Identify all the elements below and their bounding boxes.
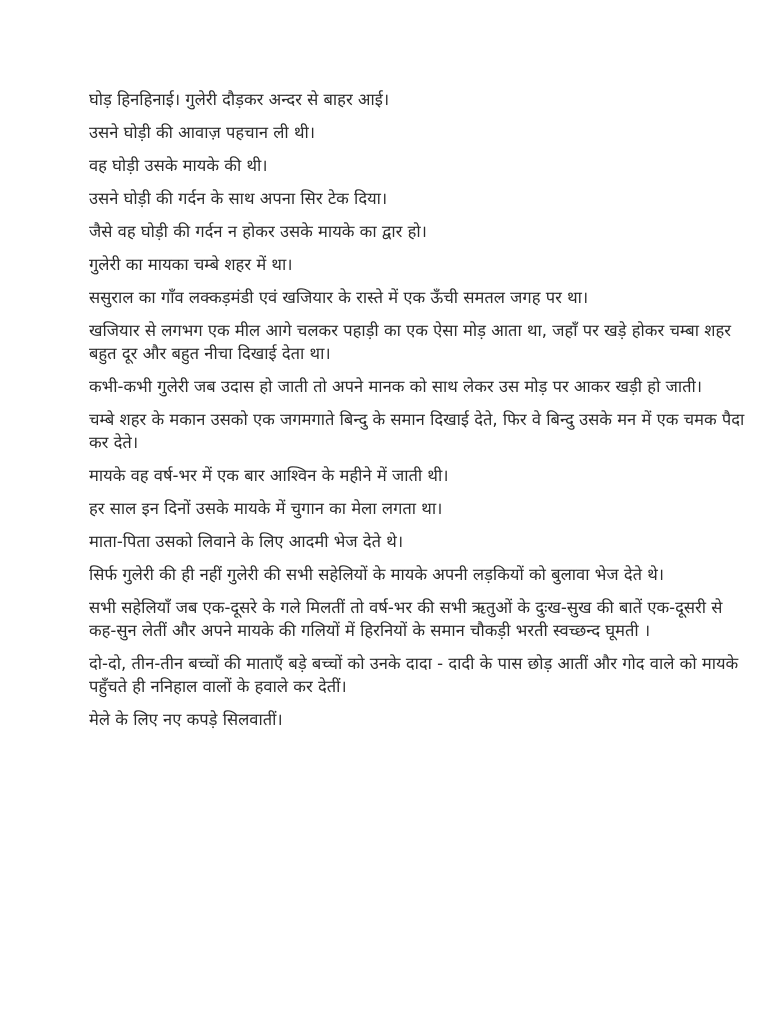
document-body [89,88,749,741]
paragraph-7: ससुराल का गाँव लक्कड़मंडी एवं खजियार के रास्ते में एक ऊँची समतल जगह पर था। [89,288,589,307]
paragraph-16: दो-दो, तीन-तीन बच्चों की माताएँ बड़े बच्चों को उनके दादा - दादी के पास छोड़ आतीं और गोद वाले को मायके पहुँचते ही ननिहाल वालों के हवाले कर देतीं। [89,654,739,696]
paragraph-14: सिर्फ गुलेरी की ही नहीं गुलेरी की सभी सहेलियों के मायके अपनी लड़कियों को बुलावा भेज देते थे। [89,565,665,584]
paragraph-3: वह घोड़ी उसके मायके की थी। [89,156,268,175]
paragraph-11: मायके वह वर्ष-भर में एक बार आश्विन के महीने में जाती थी। [89,466,449,485]
paragraph-15: सभी सहेलियाँ जब एक-दूसरे के गले मिलतीं तो वर्ष-भर की सभी ऋतुओं के दुःख-सुख की बातें एक-दूसरी से कह-सुन लेतीं और अपने मायके की गलियों में हिरनियों के समान चौकड़ी भरती स्वच्छन्द घूमती । [89,598,723,640]
paragraph-17: मेले के लिए नए कपड़े सिलवातीं। [89,710,283,729]
paragraph-6: गुलेरी का मायका चम्बे शहर में था। [89,255,293,274]
paragraph-2: उसने घोड़ी की आवाज़ पहचान ली थी। [89,123,316,142]
paragraph-5: जैसे वह घोड़ी की गर्दन न होकर उसके मायके का द्वार हो। [89,222,427,241]
paragraph-10: चम्बे शहर के मकान उसको एक जगमगाते बिन्दु के समान दिखाई देते, फिर वे बिन्दु उसके मन में एक चमक पैदा कर देते। [89,410,745,452]
paragraph-12: हर साल इन दिनों उसके मायके में चुगान का मेला लगता था। [89,499,443,518]
paragraph-4: उसने घोड़ी की गर्दन के साथ अपना सिर टेक दिया। [89,189,388,208]
paragraph-1: घोड़ हिनहिनाई। गुलेरी दौड़कर अन्दर से बाहर आई। [89,90,390,109]
paragraph-13: माता-पिता उसको लिवाने के लिए आदमी भेज देते थे। [89,532,404,551]
paragraph-9: कभी-कभी गुलेरी जब उदास हो जाती तो अपने मानक को साथ लेकर उस मोड़ पर आकर खड़ी हो जाती। [89,377,703,396]
paragraph-8: खजियार से लगभग एक मील आगे चलकर पहाड़ी का एक ऐसा मोड़ आता था, जहाँ पर खड़े होकर चम्बा शहर बहुत दूर और बहुत नीचा दिखाई देता था। [89,321,731,363]
